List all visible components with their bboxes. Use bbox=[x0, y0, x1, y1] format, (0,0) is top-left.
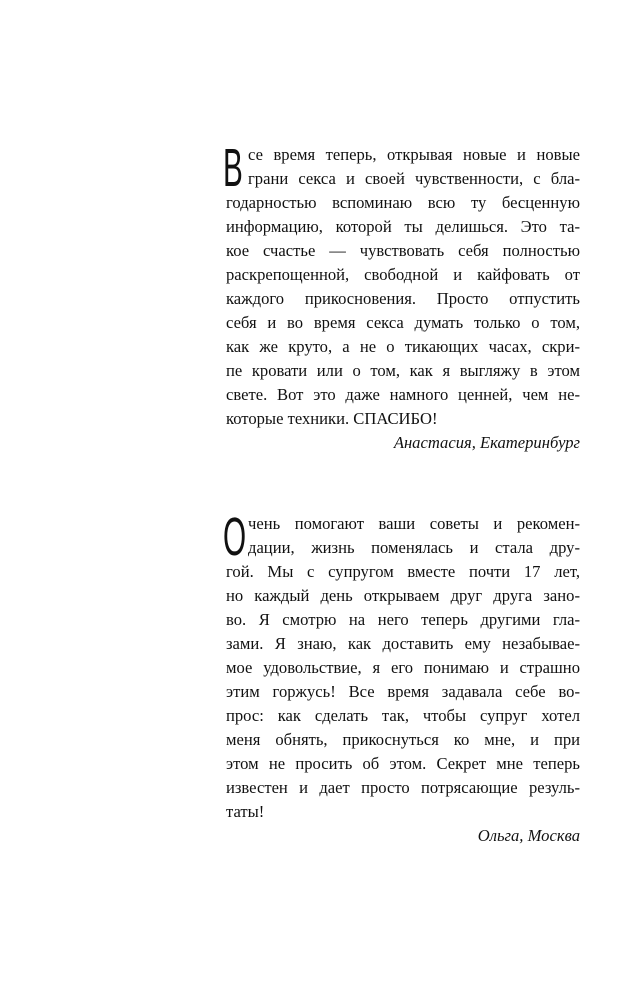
text-line: но каждый день открываем друг друга зано- bbox=[226, 586, 580, 605]
text-line: мое удовольствие, я его понимаю и страшно bbox=[226, 658, 580, 677]
drop-cap: О bbox=[223, 507, 247, 567]
text-line: прос: как сделать так, чтобы супруг хотел bbox=[226, 706, 580, 725]
text-line: чень помогают ваши советы и рекомен- bbox=[248, 514, 580, 533]
testimonial-2-body bbox=[223, 507, 580, 824]
testimonial-2 bbox=[223, 507, 580, 848]
text-line: свете. Вот это даже намного ценней, чем не- bbox=[226, 385, 580, 404]
text-line: таты! bbox=[226, 802, 265, 821]
text-line: информацию, которой ты делишься. Это та- bbox=[226, 217, 580, 236]
text-line: известен и дает просто потрясающие резуль- bbox=[226, 778, 580, 797]
text-line: пе кровати или о том, как я выгляжу в этом bbox=[226, 361, 580, 380]
text-line: зами. Я знаю, как доставить ему незабывае- bbox=[226, 634, 580, 653]
text-line: каждого прикосновения. Просто отпустить bbox=[226, 289, 580, 308]
text-line: во. Я смотрю на него теперь другими гла- bbox=[226, 610, 580, 629]
text-line: годарностью вспоминаю всю ту бесценную bbox=[226, 193, 580, 212]
testimonial-1 bbox=[223, 138, 580, 455]
testimonial-author: Анастасия, Екатеринбург bbox=[393, 433, 580, 452]
text-line: грани секса и своей чувственности, с бла- bbox=[248, 169, 580, 188]
text-line: себя и во время секса думать только о том, bbox=[226, 313, 580, 332]
testimonial-1-body bbox=[223, 138, 580, 431]
text-line: этим горжусь! Все время задавала себе во- bbox=[226, 682, 580, 701]
drop-cap: В bbox=[223, 138, 243, 198]
text-line: раскрепощенной, свободной и кайфовать от bbox=[226, 265, 580, 284]
text-line: дации, жизнь поменялась и стала дру- bbox=[248, 538, 580, 557]
testimonial-author: Ольга, Москва bbox=[477, 826, 580, 845]
text-line: этом не просить об этом. Секрет мне теперь bbox=[226, 754, 580, 773]
text-line: кое счастье — чувствовать себя полностью bbox=[226, 241, 580, 260]
text-line: меня обнять, прикоснуться ко мне, и при bbox=[226, 730, 580, 749]
text-line: гой. Мы с супругом вместе почти 17 лет, bbox=[226, 562, 580, 581]
text-line: как же круто, а не о тикающих часах, скри- bbox=[226, 337, 580, 356]
text-line: се время теперь, открывая новые и новые bbox=[248, 145, 580, 164]
text-line: которые техники. СПАСИБО! bbox=[226, 409, 438, 428]
